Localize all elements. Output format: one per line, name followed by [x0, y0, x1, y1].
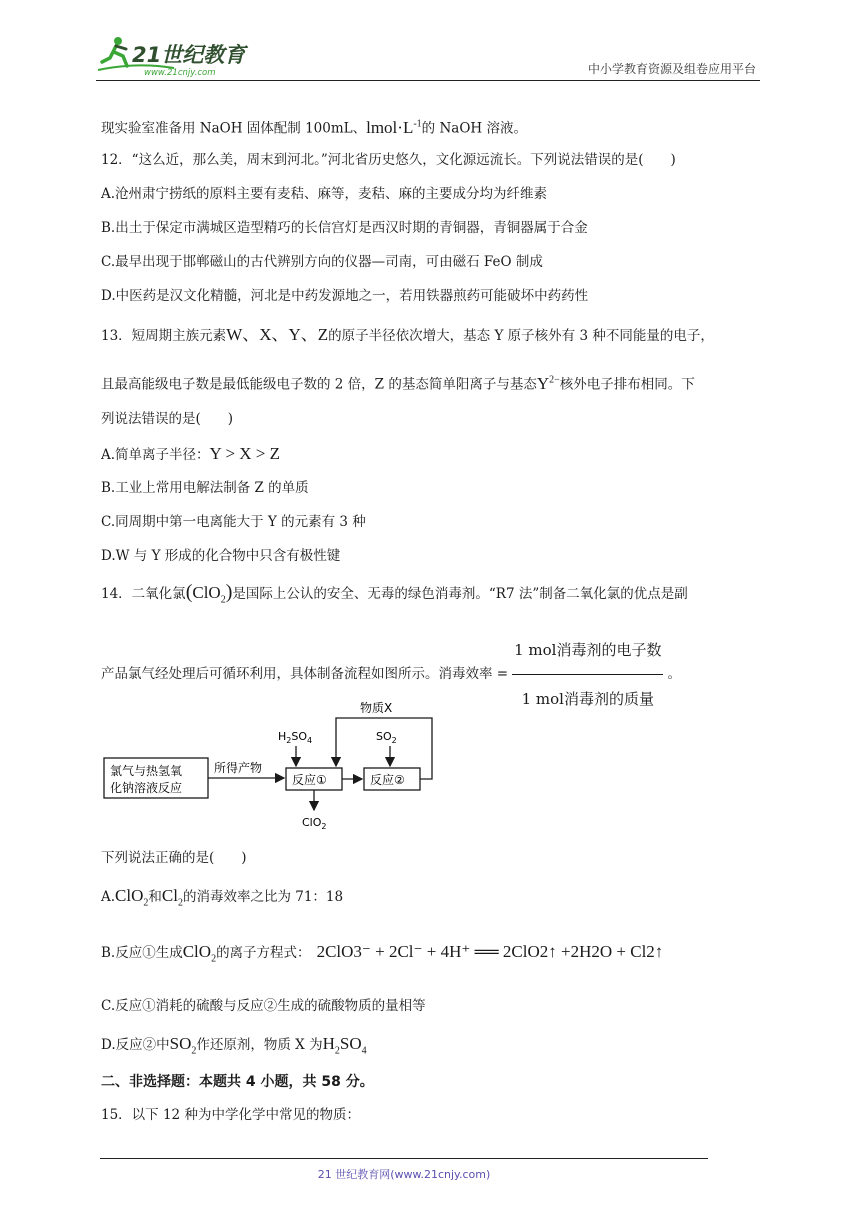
- q13-option-a: A.简单离子半径：Y > X > Z: [101, 444, 281, 463]
- reaction1-label: 反应①: [292, 773, 327, 787]
- q12-option-c: C.最早出现于邯郸磁山的古代辨别方向的仪器—司南，可由磁石 FeO 制成: [101, 254, 543, 270]
- clo2-output-label: ClO$_2$: [302, 816, 327, 831]
- q14-stem-line1: 14．二氧化氯(ClO$_2$)是国际上公认的安全、无毒的绿色消毒剂。“R7 法”制备二氧化氯的优点是副: [101, 581, 688, 606]
- q14-ask: 下列说法正确的是( ): [101, 850, 247, 866]
- q14-option-a: A.ClO$_2$和$Cl_2$的消毒效率之比为 71：18: [101, 886, 344, 909]
- section2-title: 二、非选择题：本题共 4 小题，共 58 分。: [101, 1074, 374, 1090]
- q14-option-c: C.反应①消耗的硫酸与反应②生成的硫酸物质的量相等: [101, 998, 426, 1014]
- q13-stem-line3: 列说法错误的是( ): [101, 411, 234, 427]
- q12-option-a: A.沧州肃宁捞纸的原料主要有麦秸、麻等，麦秸、麻的主要成分均为纤维素: [101, 186, 548, 202]
- q13-option-d: D.W 与 Y 形成的化合物中只含有极性键: [101, 548, 341, 564]
- site-logo: [96, 32, 266, 82]
- intro-line: 现实验室准备用 NaOH 固体配制 100mL、$lmol\cdot L^{-1}$的 NaOH 溶液。: [101, 117, 527, 137]
- footer-divider: [100, 1158, 708, 1159]
- reactant-box-line1: 氯气与热氢氧: [110, 764, 183, 778]
- platform-name: 中小学教育资源及组卷应用平台: [587, 62, 756, 76]
- q13-option-c: C.同周期中第一电离能大于 Y 的元素有 3 种: [101, 514, 366, 530]
- q12-option-d: D.中医药是汉文化精髓，河北是中药发源地之一，若用铁器煎药可能破坏中药药性: [101, 288, 589, 304]
- product-label: 所得产物: [214, 761, 263, 775]
- q15-stem: 15．以下 12 种为中学化学中常见的物质：: [101, 1107, 360, 1123]
- q13-stem-line2: 且最高能级电子数是最低能级电子数的 2 倍，Z 的基态简单阳离子与基态$Y^{2-}$核外电子排布相同。下: [101, 373, 695, 393]
- efficiency-fraction: $\frac{\text{1 mol消毒剂的电子数}}{\text{1 mol消毒剂的质量}}$: [512, 628, 663, 721]
- logo-text: 21世纪教育: [132, 43, 246, 67]
- so2-label: $SO_2$: [376, 730, 397, 745]
- h2so4-label: $H_2SO_4$: [278, 730, 313, 745]
- logo-url: www.21cnjy.com: [144, 68, 216, 78]
- reaction2-label: 反应②: [370, 773, 405, 787]
- process-flow-diagram: [100, 696, 440, 834]
- q12-stem: 12．“这么近，那么美，周末到河北。”河北省历史悠久，文化源远流长。下列说法错误的是( ): [101, 152, 676, 168]
- header-divider: [96, 80, 760, 81]
- footer-link[interactable]: 21 世纪教育网(www.21cnjy.com): [317, 1168, 491, 1181]
- substance-x-label: 物质X: [360, 701, 393, 715]
- q14-stem-line2: 产品氯气经处理后可循环利用，具体制备流程如图所示。消毒效率 = $\frac{\text{1 mol消毒剂的电子数}}{\text{1 mol消毒剂的质量}}$ 。: [101, 628, 681, 721]
- ionic-equation: 2ClO3⁻ + 2Cl⁻ + 4H⁺ ══ 2ClO2↑ +2H2O + Cl2↑: [316, 942, 664, 961]
- q14-option-b: B.反应①生成ClO$_2$的离子方程式： 2ClO3⁻ + 2Cl⁻ + 4H⁺ ══ 2ClO2↑ +2H2O + Cl2↑: [101, 942, 664, 965]
- q13-stem-line1: 13．短周期主族元素W、X、Y、Z的原子半径依次增大，基态 Y 原子核外有 3 种不同能量的电子，: [101, 325, 714, 344]
- q14-option-d: D.反应②中$SO_2$作还原剂，物质 X 为$H_2SO_4$: [101, 1034, 367, 1057]
- q13-option-b: B.工业上常用电解法制备 Z 的单质: [101, 480, 309, 496]
- reactant-box-line2: 化钠溶液反应: [110, 781, 183, 795]
- q12-option-b: B.出土于保定市满城区造型精巧的长信宫灯是西汉时期的青铜器，青铜器属于合金: [101, 220, 588, 236]
